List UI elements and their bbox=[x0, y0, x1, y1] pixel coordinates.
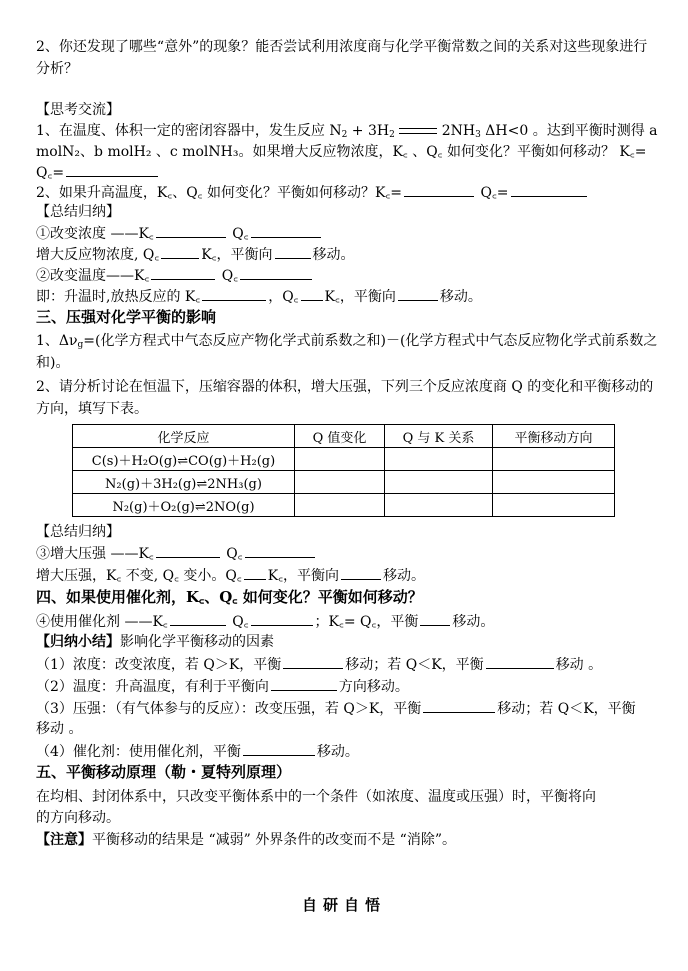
blank[interactable] bbox=[245, 543, 315, 558]
blank[interactable] bbox=[398, 286, 438, 301]
blank[interactable] bbox=[275, 244, 311, 259]
table-header-row bbox=[73, 425, 615, 448]
equilibrium-arrow-icon bbox=[399, 126, 437, 136]
sec3-p1-line2: 和)。 bbox=[36, 355, 70, 371]
summary1-heading: 【总结归纳】 bbox=[36, 204, 120, 220]
blank[interactable] bbox=[151, 265, 215, 280]
blank[interactable] bbox=[486, 654, 554, 669]
blank[interactable] bbox=[244, 565, 266, 580]
table-cell-blank[interactable] bbox=[385, 471, 493, 494]
table-cell-blank[interactable] bbox=[385, 448, 493, 471]
table-cell-blank[interactable] bbox=[493, 448, 615, 471]
factors-heading: 【归纳小结】影响化学平衡移动的因素 bbox=[36, 634, 274, 650]
sec4-line1: ④使用催化剂 ——K꜀ Q꜀ ；K꜀= Q꜀，平衡 移动。 bbox=[36, 611, 648, 632]
factor-pressure: （3）压强：（有气体参与的反应）：改变压强，若 Q＞K，平衡 移动；若 Q＜K，平衡 bbox=[36, 698, 648, 719]
blank[interactable] bbox=[66, 162, 158, 177]
blank[interactable] bbox=[156, 543, 220, 558]
table-cell-reaction: N₂(g)＋O₂(g)⇌2NO(g) bbox=[73, 494, 295, 517]
blank[interactable] bbox=[243, 741, 315, 756]
q2-line1: 2、你还发现了哪些“意外”的现象？能否尝试利用浓度商与化学平衡常数之间的关系对这些现象进行 bbox=[36, 39, 648, 55]
think-item1-line3: Q꜀= bbox=[36, 162, 648, 183]
summary1-line1: ①改变浓度 ——K꜀ Q꜀ bbox=[36, 223, 648, 244]
factor-pressure-line2: 移动 。 bbox=[36, 721, 83, 737]
blank[interactable] bbox=[423, 698, 495, 713]
summary1-line2: 增大反应物浓度, Q꜀ K꜀，平衡向 移动。 bbox=[36, 244, 648, 265]
blank[interactable] bbox=[251, 611, 313, 626]
blank[interactable] bbox=[404, 182, 474, 197]
table-header: 化学反应 bbox=[73, 425, 295, 448]
table-row bbox=[73, 471, 615, 494]
blank[interactable] bbox=[161, 244, 199, 259]
think-item1: 1、在温度、体积一定的密闭容器中，发生反应 $N_2 + 3H_2$ $2NH_3$ ΔH<0 。达到平衡时测得 a bbox=[36, 123, 658, 140]
sec3-p1: 1、$\Delta\nu_g=$(化学方程式中气态反应产物化学式前系数之和)－(化学方程式中气态反应物化学式前系数之 bbox=[36, 333, 658, 350]
table-row bbox=[73, 448, 615, 471]
table-header: Q 值变化 bbox=[295, 425, 385, 448]
section3-heading: 三、压强对化学平衡的影响 bbox=[36, 308, 217, 326]
sec5-note: 【注意】平衡移动的结果是 “减弱” 外界条件的改变而不是 “消除”。 bbox=[36, 832, 456, 848]
blank[interactable] bbox=[271, 676, 337, 691]
table-cell-reaction: N₂(g)＋3H₂(g)⇌2NH₃(g) bbox=[73, 471, 295, 494]
blank[interactable] bbox=[202, 286, 266, 301]
sec5-p-line2: 的方向移动。 bbox=[36, 810, 120, 826]
table-header: Q 与 K 关系 bbox=[385, 425, 493, 448]
blank[interactable] bbox=[283, 654, 343, 669]
blank[interactable] bbox=[240, 265, 312, 280]
summary1-line4: 即：升温时,放热反应的 K꜀ ，Q꜀ K꜀，平衡向 移动。 bbox=[36, 286, 648, 307]
summary1-line3: ②改变温度——K꜀ Q꜀ bbox=[36, 265, 648, 286]
factor-catalyst: （4）催化剂：使用催化剂，平衡 移动。 bbox=[36, 741, 648, 762]
blank[interactable] bbox=[170, 611, 226, 626]
summary2-heading: 【总结归纳】 bbox=[36, 524, 120, 540]
blank[interactable] bbox=[341, 565, 381, 580]
blank[interactable] bbox=[511, 182, 587, 197]
table-cell-blank[interactable] bbox=[493, 471, 615, 494]
sec3-p2-line1: 2、请分析讨论在恒温下，压缩容器的体积，增大压强，下列三个反应浓度商 Q 的变化和平衡移动的 bbox=[36, 379, 654, 395]
footer-title: 自研自悟 bbox=[301, 896, 386, 914]
blank[interactable] bbox=[420, 611, 450, 626]
section4-heading: 四、如果使用催化剂，K꜀、Q꜀ 如何变化？平衡如何移动？ bbox=[36, 588, 423, 606]
blank[interactable] bbox=[156, 223, 226, 238]
factor-temperature: （2）温度：升高温度，有利于平衡向 方向移动。 bbox=[36, 676, 648, 697]
blank[interactable] bbox=[251, 223, 321, 238]
sec5-p-line1: 在均相、封闭体系中，只改变平衡体系中的一个条件（如浓度、温度或压强）时，平衡将向 bbox=[36, 789, 596, 805]
sec3-p2-line2: 方向，填写下表。 bbox=[36, 401, 148, 417]
table-cell-blank[interactable] bbox=[295, 494, 385, 517]
summary2-line1: ③增大压强 ——K꜀ Q꜀ bbox=[36, 543, 648, 564]
think-item2: 2、如果升高温度，K꜀、Q꜀ 如何变化？平衡如何移动？K꜀= Q꜀= bbox=[36, 182, 648, 203]
table-cell-blank[interactable] bbox=[295, 471, 385, 494]
factor-concentration: （1）浓度：改变浓度，若 Q＞K，平衡 移动；若 Q＜K，平衡 移动 。 bbox=[36, 654, 648, 675]
table-cell-reaction: C(s)＋H₂O(g)⇌CO(g)＋H₂(g) bbox=[73, 448, 295, 471]
q2-line2: 分析？ bbox=[36, 61, 78, 77]
table-cell-blank[interactable] bbox=[493, 494, 615, 517]
table-header: 平衡移动方向 bbox=[493, 425, 615, 448]
think-item1-line2: molN₂、b molH₂ 、c molNH₃。如果增大反应物浓度，K꜀ 、Q꜀ 如何变化？平衡如何移动？ K꜀= bbox=[36, 144, 647, 160]
reaction-table bbox=[72, 424, 615, 517]
think-heading: 【思考交流】 bbox=[36, 102, 120, 118]
section5-heading: 五、平衡移动原理（勒・夏特列原理） bbox=[36, 763, 292, 781]
table-row bbox=[73, 494, 615, 517]
summary2-line2: 增大压强，K꜀ 不变, Q꜀ 变小。Q꜀ K꜀，平衡向 移动。 bbox=[36, 565, 648, 586]
table-cell-blank[interactable] bbox=[295, 448, 385, 471]
table-cell-blank[interactable] bbox=[385, 494, 493, 517]
blank[interactable] bbox=[301, 286, 323, 301]
